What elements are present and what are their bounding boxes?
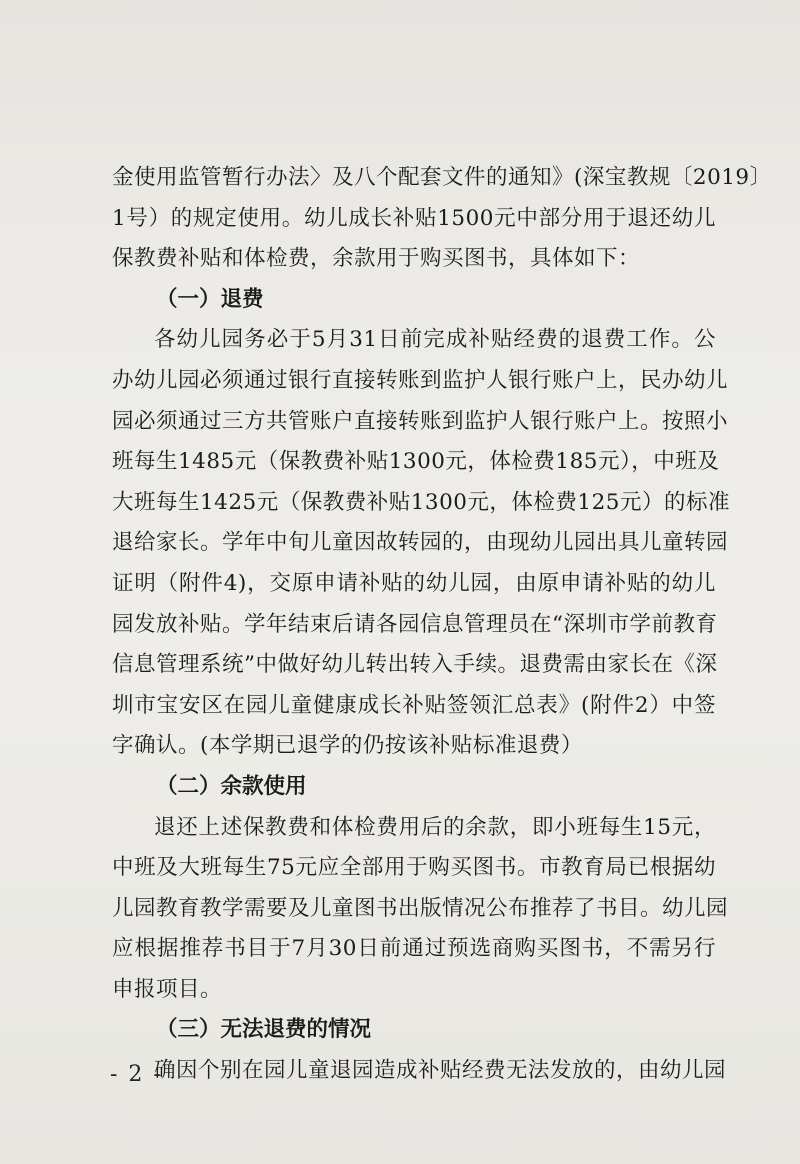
- body-line: 大班每生1425元（保教费补贴1300元，体检费125元）的标准: [112, 489, 730, 515]
- body-line: 圳市宝安区在园儿童健康成长补贴签领汇总表》(附件2）中签: [112, 692, 716, 718]
- section-heading-refund: （一）退费: [156, 286, 264, 312]
- body-line: 保教费补贴和体检费，余款用于购买图书，具体如下：: [112, 246, 641, 272]
- page-number: - 2 -: [110, 1062, 163, 1087]
- body-line: 园发放补贴。学年结束后请各园信息管理员在“深圳市学前教育: [112, 611, 718, 637]
- body-line: 退还上述保教费和体检费用后的余款，即小班每生15元，: [154, 814, 716, 840]
- section-heading-remaining-funds: （二）余款使用: [156, 773, 307, 799]
- body-line: 应根据推荐书目于7月30日前通过预选商购买图书，不需另行: [112, 936, 716, 962]
- body-line: 中班及大班每生75元应全部用于购买图书。市教育局已根据幼: [112, 855, 716, 881]
- body-line: 字确认。(本学期已退学的仍按该补贴标准退费）: [112, 733, 583, 759]
- body-line: 各幼儿园务必于5月31日前完成补贴经费的退费工作。公: [154, 327, 716, 353]
- body-line: 金使用监管暂行办法〉及八个配套文件的通知》(深宝教规〔2019〕: [112, 165, 772, 190]
- body-line: 信息管理系统”中做好幼儿转出转入手续。退费需由家长在《深: [112, 652, 718, 678]
- body-line: 确因个别在园儿童退园造成补贴经费无法发放的，由幼儿园: [154, 1058, 727, 1084]
- body-line: 办幼儿园必须通过银行直接转账到监护人银行账户上，民办幼儿: [112, 367, 729, 393]
- body-line: 班每生1485元（保教费补贴1300元，体检费185元），中班及: [112, 449, 720, 475]
- body-line: 1号）的规定使用。幼儿成长补贴1500元中部分用于退还幼儿: [112, 205, 716, 231]
- body-line: 申报项目。: [112, 976, 223, 1002]
- body-line: 儿园教育教学需要及儿童图书出版情况公布推荐了书目。幼儿园: [112, 895, 729, 921]
- section-heading-no-refund: （三）无法退费的情况: [156, 1017, 372, 1043]
- document-body: [112, 158, 772, 1092]
- body-line: 证明（附件4)，交原申请补贴的幼儿园，由原申请补贴的幼儿: [112, 570, 716, 596]
- body-line: 园必须通过三方共管账户直接转账到监护人银行账户上。按照小: [112, 408, 729, 434]
- body-line: 退给家长。学年中旬儿童因故转园的，由现幼儿园出具儿童转园: [112, 530, 729, 556]
